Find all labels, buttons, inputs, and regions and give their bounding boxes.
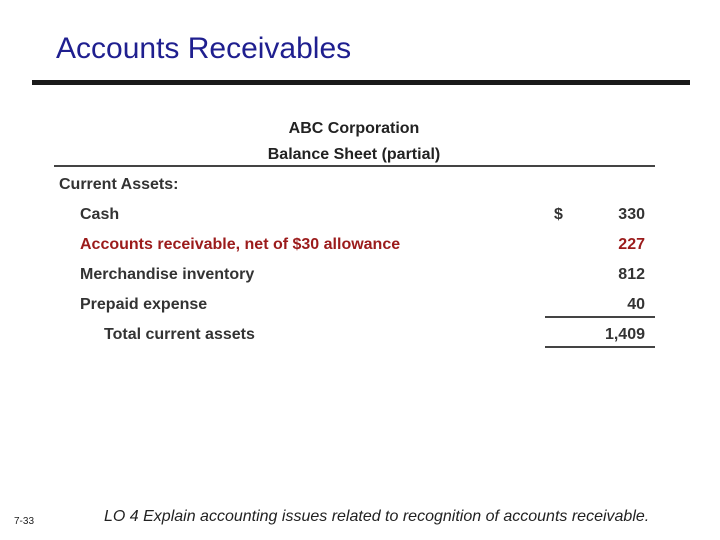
row-label: Accounts receivable, net of $30 allowance (80, 236, 401, 253)
row-label: Merchandise inventory (80, 266, 255, 283)
total-amount: 1,409 (604, 326, 645, 343)
row-accounts-receivable (0, 237, 720, 257)
learning-objective: LO 4 Explain accounting issues related to recognition of accounts receivable. (104, 508, 650, 525)
subtotal-rule (545, 316, 655, 318)
total-label: Total current assets (104, 326, 255, 343)
slide-title: Accounts Receivables (56, 32, 352, 65)
row-merchandise-inventory (0, 267, 720, 287)
row-cash (0, 207, 720, 227)
section-label: Current Assets: (59, 176, 179, 193)
statement-subtitle: Balance Sheet (partial) (267, 146, 441, 163)
company-name: ABC Corporation (288, 120, 420, 137)
row-label: Cash (80, 206, 120, 223)
header-divider (54, 165, 655, 167)
title-divider (32, 80, 690, 85)
row-amount: 812 (618, 266, 645, 283)
currency-symbol: $ (554, 206, 563, 223)
total-rule (545, 346, 655, 348)
row-amount: 330 (618, 206, 645, 223)
row-prepaid-expense (0, 297, 720, 317)
page-number: 7-33 (14, 516, 35, 527)
row-total-current-assets (0, 327, 720, 347)
row-amount: 227 (618, 236, 645, 253)
row-label: Prepaid expense (80, 296, 208, 313)
row-amount: 40 (627, 296, 645, 313)
